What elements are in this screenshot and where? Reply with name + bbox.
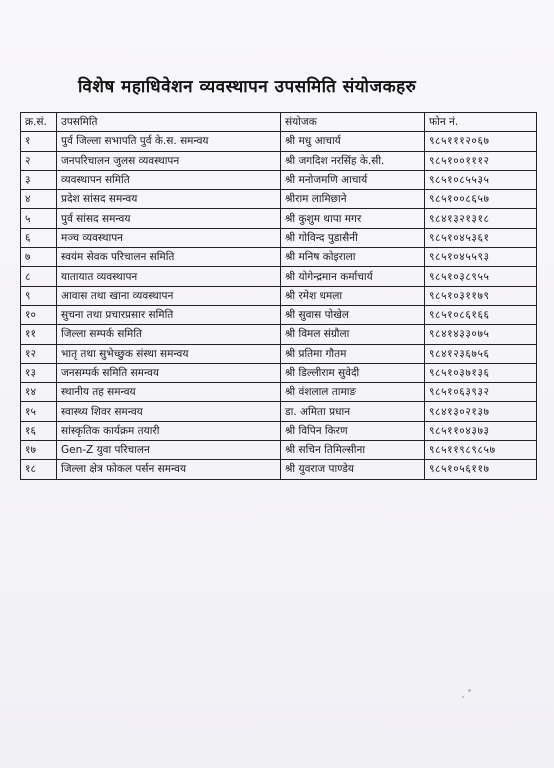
coordinator-cell: श्री सुवास पोखेल [281, 305, 425, 324]
phone-cell: ९८५१०३११७९ [425, 286, 537, 305]
subcommittee-cell: जनपरिचालन जुलस व्यवस्थापन [57, 151, 281, 170]
subcommittee-cell: Gen-Z युवा परिचालन [57, 441, 281, 460]
coordinator-cell: श्री मनोजमणि आचार्य [281, 170, 425, 189]
table-row [21, 383, 537, 402]
phone-cell: ९८४१३२१३१८ [425, 209, 537, 228]
coordinator-cell: श्री योगेन्द्रमान कर्माचार्य [281, 267, 425, 286]
header-phone: फोन नं. [425, 113, 537, 132]
subcommittee-cell: पुर्व जिल्ला सभापति पुर्व के.स. समन्वय [57, 132, 281, 151]
coordinator-cell: श्री कुशुम थापा मगर [281, 209, 425, 228]
coordinator-cell: डा. अमिता प्रधान [281, 402, 425, 421]
table-row [21, 441, 537, 460]
coordinator-cell: श्री युवराज पाण्डेय [281, 460, 425, 479]
coordinator-cell: श्री रमेश धमला [281, 286, 425, 305]
coordinator-cell: श्री विमल संग्रौला [281, 325, 425, 344]
serial-cell: १ [21, 132, 57, 151]
table-row [21, 248, 537, 267]
table-row [21, 151, 537, 170]
phone-cell: ९८४१२३६७५६ [425, 344, 537, 363]
coordinators-table [20, 112, 537, 480]
phone-cell: ९८५१०३७१३६ [425, 363, 537, 382]
coordinator-cell: श्री मधु आचार्य [281, 132, 425, 151]
phone-cell: ९८५१०६३९३२ [425, 383, 537, 402]
coordinator-cell: श्री मनिष कोइराला [281, 248, 425, 267]
paper-speck [468, 689, 471, 692]
serial-cell: १३ [21, 363, 57, 382]
subcommittee-cell: प्रदेश सांसद समन्वय [57, 190, 281, 209]
phone-cell: ९८५१०८५५३५ [425, 170, 537, 189]
serial-cell: ९ [21, 286, 57, 305]
subcommittee-cell: व्यवस्थापन समिति [57, 170, 281, 189]
serial-cell: १२ [21, 344, 57, 363]
header-serial: क्र.सं. [21, 113, 57, 132]
serial-cell: २ [21, 151, 57, 170]
subcommittee-cell: जिल्ला सम्पर्क समिति [57, 325, 281, 344]
table-row [21, 402, 537, 421]
serial-cell: १८ [21, 460, 57, 479]
subcommittee-cell: स्थानीय तह समन्वय [57, 383, 281, 402]
subcommittee-cell: सांस्कृतिक कार्यक्रम तयारी [57, 421, 281, 440]
coordinator-cell: श्री प्रतिमा गौतम [281, 344, 425, 363]
coordinator-cell: श्री गोविन्द पुडासैनी [281, 228, 425, 247]
coordinator-cell: श्री सचिन तिमिल्सीना [281, 441, 425, 460]
document-title: विशेष महाधिवेशन व्यवस्थापन उपसमिति संयोजकहरु [78, 77, 417, 97]
phone-cell: ९८४१४३३०७५ [425, 325, 537, 344]
table-row [21, 170, 537, 189]
phone-cell: ९८५१०३८९५५ [425, 267, 537, 286]
phone-cell: ९८५१००१११२ [425, 151, 537, 170]
phone-cell: ९८४१३०२१३७ [425, 402, 537, 421]
phone-cell: ९८५१०५६११७ [425, 460, 537, 479]
table-header-row [21, 113, 537, 132]
phone-cell: ९८५११९८९८५७ [425, 441, 537, 460]
subcommittee-cell: जिल्ला क्षेत्र फोकल पर्सन समन्वय [57, 460, 281, 479]
subcommittee-cell: सुचना तथा प्रचारप्रसार समिति [57, 305, 281, 324]
coordinator-cell: श्रीराम लामिछाने [281, 190, 425, 209]
subcommittee-cell: स्वयंम सेवक परिचालन समिति [57, 248, 281, 267]
phone-cell: ९८५१०८६१६६ [425, 305, 537, 324]
phone-cell: ९८५१११२०६७ [425, 132, 537, 151]
header-subcommittee: उपसमिति [57, 113, 281, 132]
table-row [21, 209, 537, 228]
serial-cell: १० [21, 305, 57, 324]
serial-cell: १७ [21, 441, 57, 460]
paper-speck [462, 696, 464, 698]
subcommittee-cell: भातृ तथा सुभेच्छुक संस्था समन्वय [57, 344, 281, 363]
phone-cell: ९८५११०४३७३ [425, 421, 537, 440]
subcommittee-cell: मञ्च व्यवस्थापन [57, 228, 281, 247]
coordinator-cell: श्री वंशलाल तामाङ [281, 383, 425, 402]
table-row [21, 325, 537, 344]
serial-cell: १४ [21, 383, 57, 402]
table-row [21, 305, 537, 324]
table-row [21, 363, 537, 382]
phone-cell: ९८५१०४५३६१ [425, 228, 537, 247]
phone-cell: ९८५१००८६५७ [425, 190, 537, 209]
serial-cell: ११ [21, 325, 57, 344]
serial-cell: ७ [21, 248, 57, 267]
coordinator-cell: श्री विपिन किरण [281, 421, 425, 440]
serial-cell: ३ [21, 170, 57, 189]
serial-cell: १५ [21, 402, 57, 421]
serial-cell: ४ [21, 190, 57, 209]
subcommittee-cell: जनसम्पर्क समिति समन्वय [57, 363, 281, 382]
phone-cell: ९८५१०४५५९३ [425, 248, 537, 267]
subcommittee-cell: स्वास्थ्य शिवर समन्वय [57, 402, 281, 421]
table-row [21, 421, 537, 440]
table-row [21, 190, 537, 209]
header-coordinator: संयोजक [281, 113, 425, 132]
coordinator-cell: श्री जगदिश नरसिंह के.सी. [281, 151, 425, 170]
table-row [21, 267, 537, 286]
serial-cell: ८ [21, 267, 57, 286]
serial-cell: ५ [21, 209, 57, 228]
coordinator-cell: श्री डिल्लीराम सुवेदी [281, 363, 425, 382]
subcommittee-cell: पुर्व सांसद समन्वय [57, 209, 281, 228]
subcommittee-cell: आवास तथा खाना व्यवस्थापन [57, 286, 281, 305]
table-row [21, 228, 537, 247]
serial-cell: १६ [21, 421, 57, 440]
table-row [21, 460, 537, 479]
table-row [21, 286, 537, 305]
subcommittee-cell: यातायात व्यवस्थापन [57, 267, 281, 286]
table-row [21, 132, 537, 151]
serial-cell: ६ [21, 228, 57, 247]
table-row [21, 344, 537, 363]
